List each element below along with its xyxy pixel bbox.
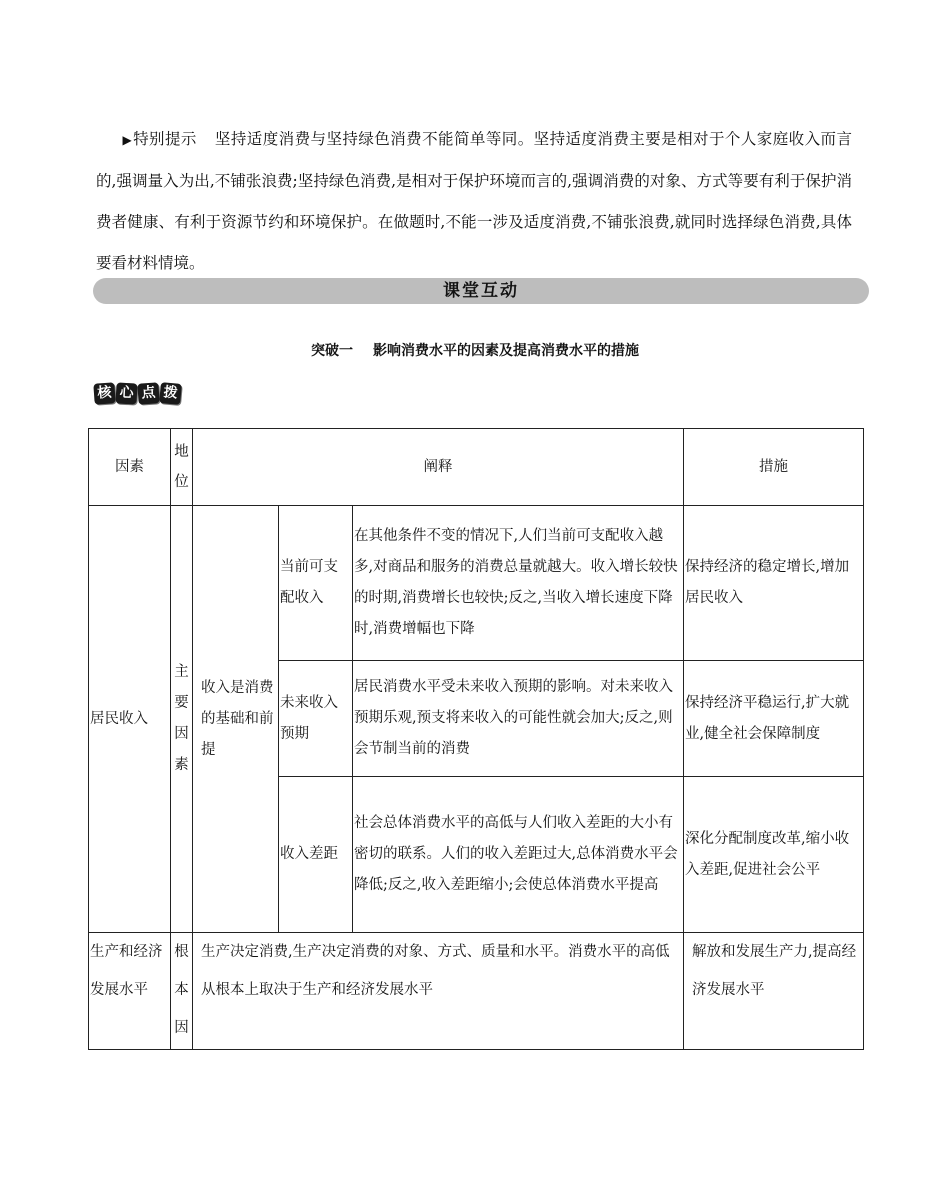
sub-factor-future-income: 未来收入预期 bbox=[279, 661, 353, 777]
tip-label: 特别提示 bbox=[133, 130, 197, 148]
tip-text: 坚持适度消费与坚持绿色消费不能简单等同。坚持适度消费主要是相对于个人家庭收入而言的,强调量入为出,不铺张浪费;坚持绿色消费,是相对于保护环境而言的,强调消费的对象、方式等要有利于保护消费者健康、有利于资源节约和环境保护。在做题时,不能一涉及适度消费,不铺张浪费,就同时选择绿色消费,具体要看材料情境。 bbox=[96, 130, 852, 272]
banner-title: 课堂互动 bbox=[443, 281, 519, 301]
section-number: 突破一 bbox=[311, 343, 353, 359]
section-banner bbox=[93, 278, 869, 304]
header-explanation: 阐释 bbox=[193, 429, 684, 506]
explanation-future-income: 居民消费水平受未来收入预期的影响。对未来收入预期乐观,预支将来收入的可能性就会加大;反之,则会节制当前的消费 bbox=[353, 661, 684, 777]
header-factor: 因素 bbox=[89, 429, 171, 506]
sub-factor-current-income: 当前可支配收入 bbox=[279, 506, 353, 661]
consumption-factors-table bbox=[88, 428, 864, 1050]
header-status: 地位 bbox=[171, 429, 193, 506]
sub-factor-income-gap: 收入差距 bbox=[279, 777, 353, 933]
measure-current-income: 保持经济的稳定增长,增加居民收入 bbox=[684, 506, 864, 661]
measure-future-income: 保持经济平稳运行,扩大就业,健全社会保障制度 bbox=[684, 661, 864, 777]
table-row bbox=[89, 933, 864, 1050]
core-points-badge bbox=[94, 383, 182, 405]
status-fundamental: 根本因 bbox=[171, 933, 193, 1050]
triangle-marker-icon: ▶ bbox=[122, 133, 133, 147]
explanation-production: 生产决定消费,生产决定消费的对象、方式、质量和水平。消费水平的高低从根本上取决于生产和经济发展水平 bbox=[193, 933, 684, 1050]
measure-production: 解放和发展生产力,提高经济发展水平 bbox=[684, 933, 864, 1050]
factor-income: 居民收入 bbox=[89, 506, 171, 933]
status-main-factor: 主要因素 bbox=[171, 506, 193, 933]
badge-char: 核 bbox=[93, 382, 115, 404]
table-header-row bbox=[89, 429, 864, 506]
header-measures: 措施 bbox=[684, 429, 864, 506]
measure-income-gap: 深化分配制度改革,缩小收入差距,促进社会公平 bbox=[684, 777, 864, 933]
badge-char: 点 bbox=[137, 382, 159, 404]
section-title bbox=[0, 340, 950, 360]
badge-char: 心 bbox=[115, 382, 137, 404]
factor-production: 生产和经济发展水平 bbox=[89, 933, 171, 1050]
table-row bbox=[89, 506, 864, 661]
income-basis: 收入是消费的基础和前提 bbox=[193, 506, 279, 933]
badge-char: 拨 bbox=[159, 382, 182, 405]
explanation-income-gap: 社会总体消费水平的高低与人们收入差距的大小有密切的联系。人们的收入差距过大,总体消费水平会降低;反之,收入差距缩小;会使总体消费水平提高 bbox=[353, 777, 684, 933]
special-tip-paragraph bbox=[96, 119, 852, 284]
explanation-current-income: 在其他条件不变的情况下,人们当前可支配收入越多,对商品和服务的消费总量就越大。收入增长较快的时期,消费增长也较快;反之,当收入增长速度下降时,消费增幅也下降 bbox=[353, 506, 684, 661]
section-heading: 影响消费水平的因素及提高消费水平的措施 bbox=[373, 343, 639, 359]
